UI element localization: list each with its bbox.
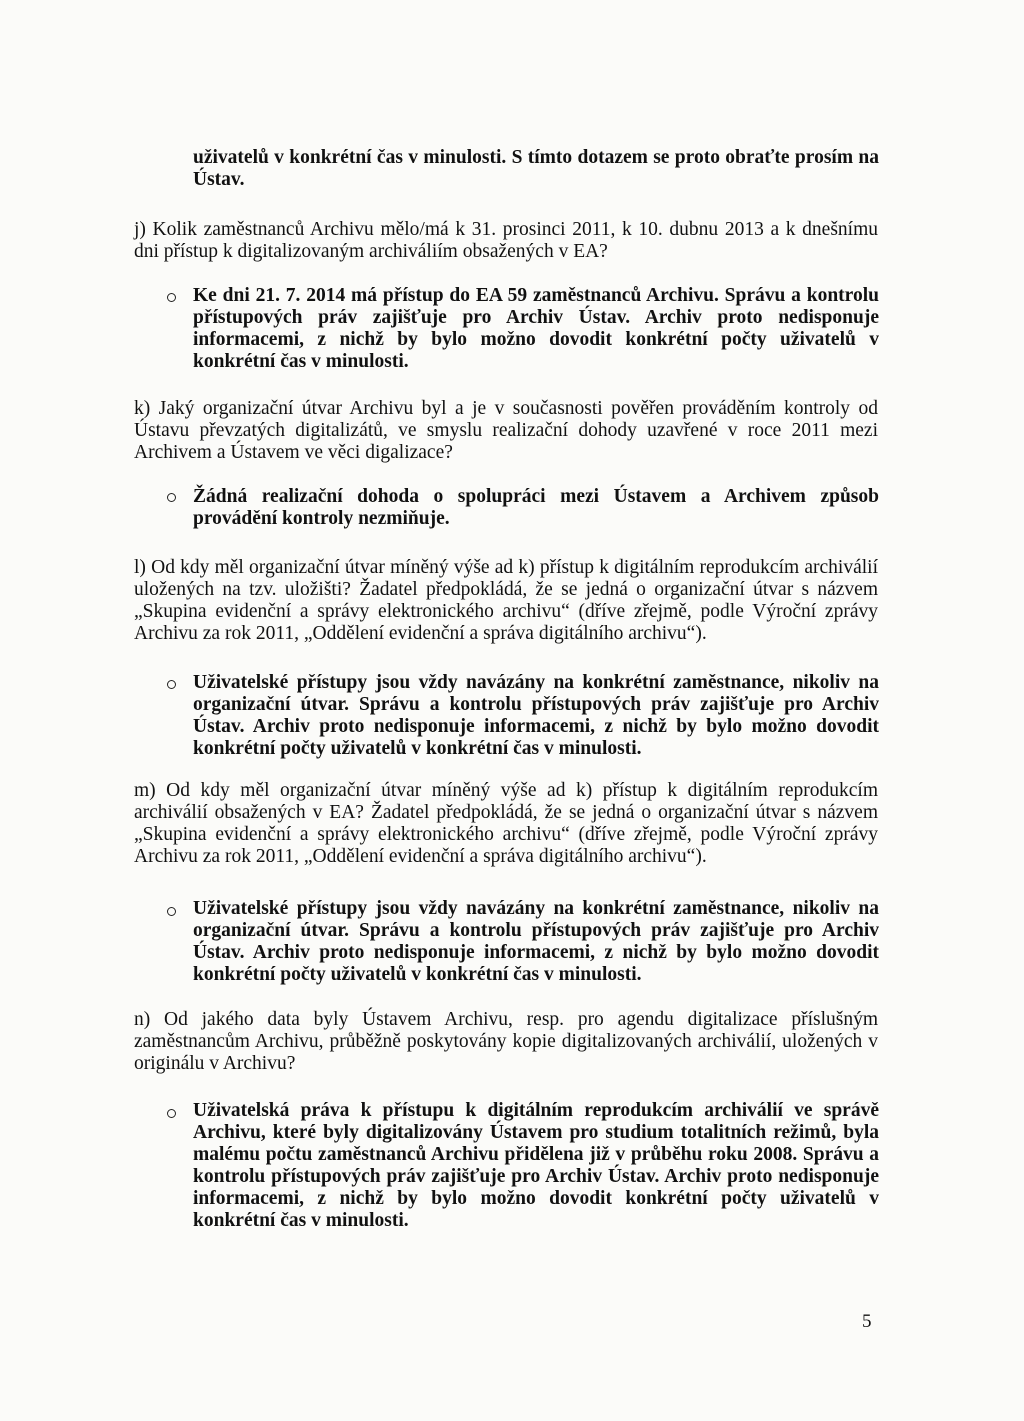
bullet-icon [167, 293, 176, 302]
answer-m: Uživatelské přístupy jsou vždy navázány na konkrétní zaměstnance, nikoliv na organizační útvar. Správu a kontrolu přístupových práv zajišťuje pro Archiv Ústav. Archiv proto nedisponuje informacemi, z nichž by bylo možno dovodit konkrétní počty uživatelů v konkrétní čas v minulosti. [193, 898, 879, 985]
bullet-icon [167, 680, 176, 689]
question-j: j) Kolik zaměstnanců Archivu mělo/má k 31. prosinci 2011, k 10. dubnu 2013 a k dnešnímu dni přístup k digitalizovaným archiváliím obsažených v EA? [134, 219, 878, 262]
bullet-icon [167, 907, 176, 916]
continued-answer: uživatelů v konkrétní čas v minulosti. S tímto dotazem se proto obraťte prosím na Ústav. [193, 147, 879, 190]
answer-n: Uživatelská práva k přístupu k digitálním reprodukcím archiválií ve správě Archivu, které byly digitalizovány Ústavem pro studium totalitních režimů, byla malému počtu zaměstnanců Archivu přidělena již v průběhu roku 2008. Správu a kontrolu přístupových práv zajišťuje pro Archiv Ústav. Archiv proto nedisponuje informacemi, z nichž by bylo možno dovodit konkrétní počty uživatelů v konkrétní čas v minulosti. [193, 1100, 879, 1231]
question-l: l) Od kdy měl organizační útvar míněný výše ad k) přístup k digitálním reprodukcím archiválií uložených na tzv. uložišti? Žadatel předpokládá, že se jedná o organizační útvar s názvem „Skupina evidenční a správy elektronického archivu“ (dříve zřejmě, podle Výroční zprávy Archivu za rok 2011, „Oddělení evidenční a správa digitálního archivu“). [134, 557, 878, 644]
answer-k: Žádná realizační dohoda o spolupráci mezi Ústavem a Archivem způsob provádění kontroly nezmiňuje. [193, 486, 879, 529]
answer-l: Uživatelské přístupy jsou vždy navázány na konkrétní zaměstnance, nikoliv na organizační útvar. Správu a kontrolu přístupových práv zajišťuje pro Archiv Ústav. Archiv proto nedisponuje informacemi, z nichž by bylo možno dovodit konkrétní počty uživatelů v konkrétní čas v minulosti. [193, 672, 879, 759]
answer-j: Ke dni 21. 7. 2014 má přístup do EA 59 zaměstnanců Archivu. Správu a kontrolu přístupových práv zajišťuje pro Archiv Ústav. Archiv proto nedisponuje informacemi, z nichž by bylo možno dovodit konkrétní počty uživatelů v konkrétní čas v minulosti. [193, 285, 879, 372]
question-n: n) Od jakého data byly Ústavem Archivu, resp. pro agendu digitalizace příslušným zaměstnancům Archivu, průběžně poskytovány kopie digitalizovaných archiválií, uložených v originálu v Archivu? [134, 1009, 878, 1074]
question-k: k) Jaký organizační útvar Archivu byl a je v současnosti pověřen prováděním kontroly od Ústavu převzatých digitalizátů, ve smyslu realizační dohody uzavřené v roce 2011 mezi Archivem a Ústavem ve věci digalizace? [134, 398, 878, 463]
question-m: m) Od kdy měl organizační útvar míněný výše ad k) přístup k digitálním reprodukcím archiválií obsažených v EA? Žadatel předpokládá, že se jedná o organizační útvar s názvem „Skupina evidenční a správy elektronického archivu“ (dříve zřejmě, podle Výroční zprávy Archivu za rok 2011, „Oddělení evidenční a správa digitálního archivu“). [134, 780, 878, 867]
bullet-icon [167, 1109, 176, 1118]
bullet-icon [167, 493, 176, 502]
page-number: 5 [862, 1311, 872, 1332]
